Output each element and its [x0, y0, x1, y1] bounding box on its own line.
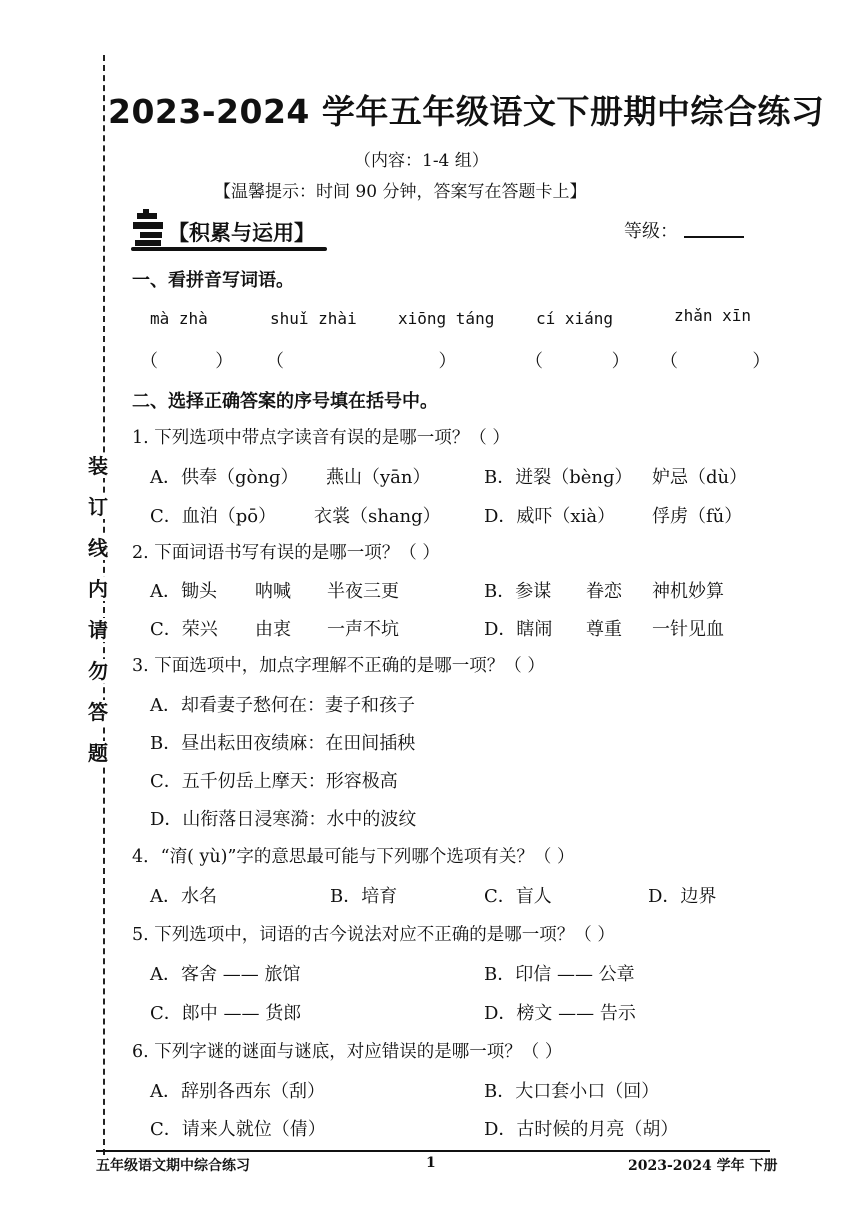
q1-option-c-2: 衣裳（shang）: [314, 506, 441, 527]
q2-option-c-word: 一声不坑: [327, 619, 399, 640]
pinyin-item: mà zhà: [150, 309, 208, 328]
section-underline: [131, 247, 327, 251]
q3-option-a[interactable]: A．却看妻子愁何在：妻子和孩子: [150, 695, 415, 716]
binding-notice-char: 线: [88, 536, 108, 560]
q2-option-c[interactable]: C．荣兴: [150, 619, 218, 640]
q4-option-d[interactable]: D．边界: [648, 886, 717, 907]
q2-option-d-word: 尊重: [586, 619, 622, 640]
part2-heading: 二、选择正确答案的序号填在括号中。: [132, 391, 438, 412]
page-subtitle: （内容：1-4 组）: [354, 151, 489, 171]
question-3-stem: 3. 下面选项中，加点字理解不正确的是哪一项？（ ）: [132, 656, 545, 676]
q6-option-b[interactable]: B．大口套小口（回）: [484, 1081, 660, 1102]
q3-option-c[interactable]: C．五千仞岳上摩天：形容极高: [150, 771, 398, 792]
q4-option-b[interactable]: B．培育: [330, 886, 398, 907]
answer-blank[interactable]: （ ）: [660, 351, 771, 372]
q6-option-d[interactable]: D．古时候的月亮（胡）: [484, 1119, 679, 1140]
q2-option-b[interactable]: B．参谋: [484, 581, 552, 602]
q1-option-d-2: 俘虏（fǔ）: [652, 506, 743, 527]
q2-option-b-word: 神机妙算: [652, 581, 724, 602]
q4-option-a[interactable]: A．水名: [150, 886, 217, 907]
answer-blank[interactable]: （ ）: [140, 351, 234, 372]
pinyin-item: zhǎn xīn: [674, 306, 752, 325]
binding-notice-char: 装: [88, 454, 108, 478]
q1-option-a[interactable]: A．供奉（gònɡ）: [150, 467, 299, 488]
q1-option-c[interactable]: C．血泊（pō）: [150, 506, 277, 527]
binding-notice-char: 内: [88, 577, 108, 601]
q3-option-d[interactable]: D．山衔落日浸寒漪：水中的波纹: [150, 809, 417, 830]
grade-blank[interactable]: [684, 236, 744, 238]
binding-notice-char: 答: [88, 700, 108, 724]
q1-option-b[interactable]: B．迸裂（bènɡ）: [484, 467, 633, 488]
q5-option-a[interactable]: A．客舍 —— 旅馆: [150, 964, 301, 985]
q2-option-b-word: 眷恋: [586, 581, 622, 602]
binding-notice-char: 请: [88, 618, 108, 642]
question-2-stem: 2. 下面词语书写有误的是哪一项？（ ）: [132, 543, 440, 563]
answer-blank[interactable]: （ ）: [525, 351, 630, 372]
pinyin-item: xiōng táng: [398, 309, 495, 328]
question-6-stem: 6. 下列字谜的谜面与谜底，对应错误的是哪一项？（ ）: [132, 1042, 563, 1062]
q1-option-a-2: 燕山（yān）: [326, 467, 431, 488]
footer-rule: [96, 1150, 770, 1152]
q6-option-c[interactable]: C．请来人就位（倩）: [150, 1119, 326, 1140]
q2-option-a-word: 半夜三更: [327, 581, 399, 602]
time-tip: 【温馨提示：时间 90 分钟，答案写在答题卡上】: [214, 182, 587, 202]
q5-option-d[interactable]: D．榜文 —— 告示: [484, 1003, 636, 1024]
footer-right: 2023-2024 学年 下册: [628, 1158, 778, 1174]
grade-label: 等级：: [624, 221, 678, 242]
pinyin-item: cí xiáng: [536, 309, 614, 328]
q2-option-d[interactable]: D．瞎闹: [484, 619, 553, 640]
footer-left: 五年级语文期中综合练习: [96, 1158, 250, 1174]
question-1-stem: 1. 下列选项中带点字读音有误的是哪一项？（ ）: [132, 428, 510, 448]
q2-option-c-word: 由衷: [255, 619, 291, 640]
question-5-stem: 5. 下列选项中，词语的古今说法对应不正确的是哪一项？（ ）: [132, 925, 615, 945]
q2-option-d-word: 一针见血: [652, 619, 724, 640]
q2-option-a-word: 呐喊: [255, 581, 291, 602]
q5-option-c[interactable]: C．郎中 —— 货郎: [150, 1003, 302, 1024]
part1-heading: 一、看拼音写词语。: [132, 270, 294, 291]
q1-option-d[interactable]: D．威吓（xià）: [484, 506, 616, 527]
answer-blank[interactable]: （ ）: [266, 351, 457, 372]
binding-notice-char: 订: [88, 495, 108, 519]
q3-option-b[interactable]: B．昼出耘田夜绩麻：在田间插秧: [150, 733, 416, 754]
binding-notice-char: 勿: [88, 659, 108, 683]
binding-dashed-line: [103, 55, 105, 1155]
binding-notice-char: 题: [88, 741, 108, 765]
q2-option-a[interactable]: A．锄头: [150, 581, 217, 602]
q4-option-c[interactable]: C．盲人: [484, 886, 552, 907]
pinyin-item: shuǐ zhài: [270, 309, 357, 328]
page-number: 1: [426, 1155, 436, 1171]
section-title: 【积累与运用】: [168, 221, 315, 245]
page-title: 2023-2024 学年五年级语文下册期中综合练习: [108, 92, 825, 131]
q6-option-a[interactable]: A．辞别各西东（刮）: [150, 1081, 325, 1102]
q5-option-b[interactable]: B．印信 —— 公章: [484, 964, 635, 985]
q1-option-b-2: 妒忌（dù）: [652, 467, 748, 488]
question-4-stem: 4．“淯( yù)”字的意思最可能与下列哪个选项有关？（ ）: [132, 847, 575, 867]
